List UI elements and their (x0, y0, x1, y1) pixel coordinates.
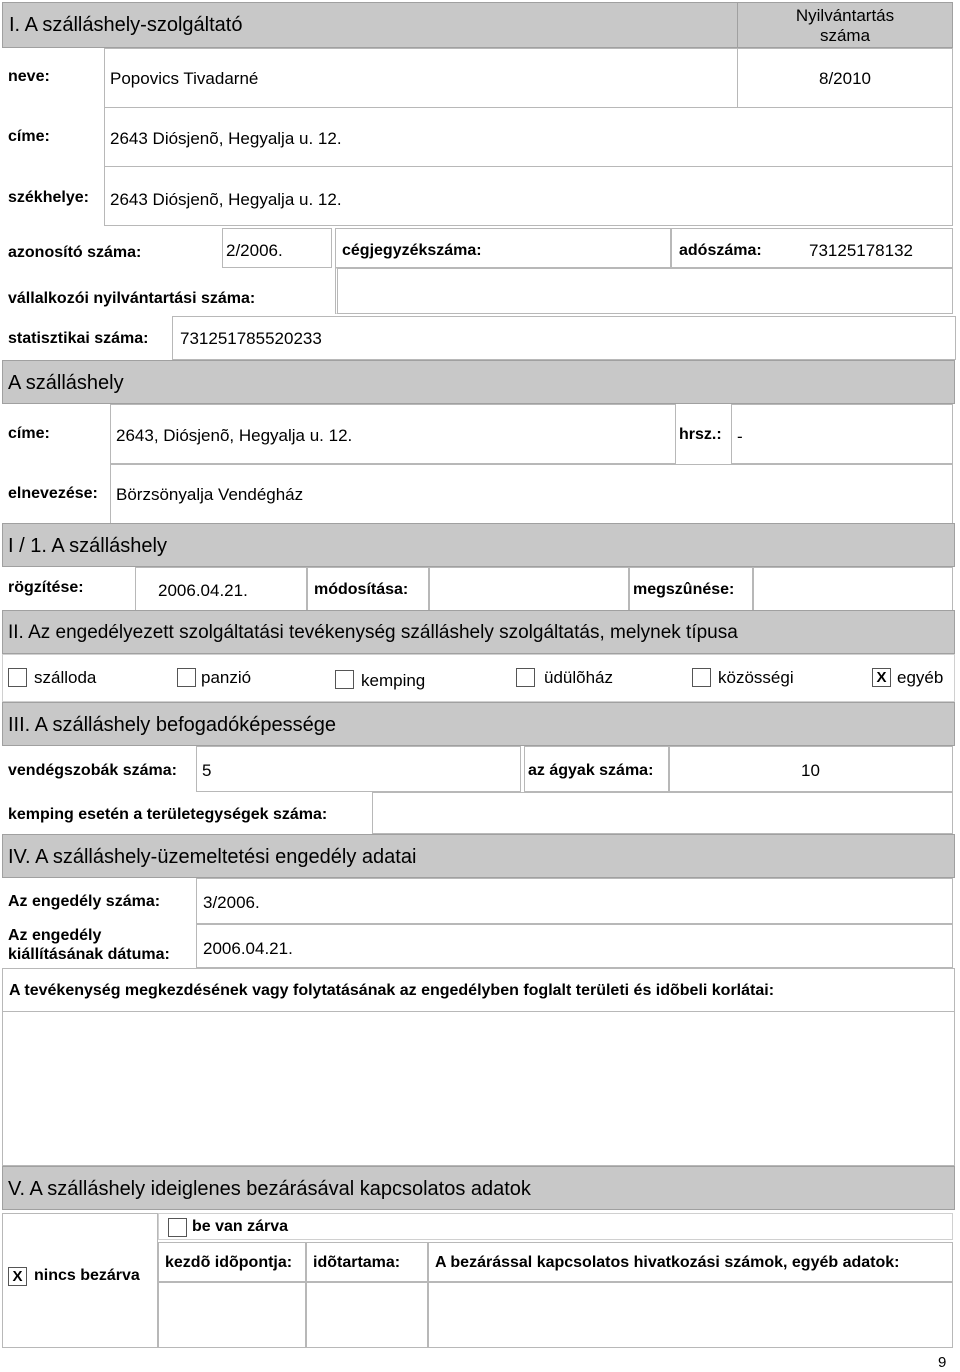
recorded-field[interactable] (135, 567, 307, 611)
recorded-label: rögzítése: (8, 579, 84, 596)
section-1-header (2, 2, 738, 48)
section-2-title: II. Az engedélyezett szolgáltatási tevékenység szálláshely szolgáltatás, melynek típusa (8, 622, 738, 643)
address-field[interactable] (104, 107, 953, 167)
type-label-kozossegi: közösségi (718, 668, 794, 687)
checkbox-egyeb[interactable]: X (872, 668, 891, 687)
checkbox-udulohaz[interactable] (516, 668, 535, 687)
permit-date-value: 2006.04.21. (203, 939, 293, 958)
terminated-label-cell (629, 567, 753, 611)
rooms-field[interactable] (196, 746, 521, 792)
modified-field[interactable] (429, 567, 629, 611)
duration-label-cell (306, 1242, 428, 1282)
hrsz-field[interactable] (731, 404, 953, 464)
refs-label: A bezárással kapcsolatos hivatkozási számok, egyéb adatok: (435, 1254, 900, 1271)
acc-name-value: Börzsönyalja Vendégház (116, 485, 304, 504)
type-label-szalloda: szálloda (34, 668, 97, 687)
beds-label: az ágyak száma: (528, 762, 654, 779)
address-value: 2643 Diósjenõ, Hegyalja u. 12. (110, 129, 342, 148)
seat-field[interactable] (104, 166, 953, 226)
section-4-title: IV. A szálláshely-üzemeltetési engedély adatai (8, 846, 417, 868)
name-field[interactable] (104, 48, 738, 108)
name-label: neve: (8, 68, 50, 85)
checkbox-closed[interactable] (168, 1218, 187, 1237)
seat-value: 2643 Diósjenõ, Hegyalja u. 12. (110, 190, 342, 209)
type-label-panzio: panzió (201, 668, 252, 687)
beds-field[interactable] (669, 746, 953, 792)
stat-label: statisztikai száma: (8, 330, 149, 347)
seat-label: székhelye: (8, 189, 89, 206)
section-3-header (2, 702, 955, 746)
reg-header-line2: száma (819, 26, 871, 45)
refs-label-cell (428, 1242, 953, 1282)
type-row (2, 654, 955, 702)
not-closed-label: nincs bezárva (34, 1267, 140, 1284)
permit-date-field[interactable] (196, 924, 953, 968)
closed-label: be van zárva (192, 1218, 289, 1235)
hrsz-value: - (737, 427, 743, 446)
permit-no-value: 3/2006. (203, 893, 260, 912)
start-field[interactable] (158, 1282, 306, 1348)
type-label-udulohaz: üdülõház (544, 668, 614, 687)
terminated-label: megszûnése: (633, 581, 735, 598)
section-2-header (2, 610, 955, 654)
modified-label-cell (307, 567, 429, 611)
rooms-value: 5 (202, 761, 212, 780)
permit-no-field[interactable] (196, 878, 953, 924)
company-reg-label: cégjegyzékszáma: (342, 242, 482, 259)
stat-value: 731251785520233 (180, 329, 322, 348)
accommodation-header (2, 360, 955, 404)
id-label: azonosító száma: (8, 244, 142, 261)
checkbox-not-closed[interactable]: X (8, 1267, 27, 1286)
camping-label: kemping esetén a területegységek száma: (8, 806, 328, 823)
accommodation-title: A szálláshely (8, 372, 124, 394)
not-closed-cell (2, 1213, 158, 1348)
acc-name-field[interactable] (110, 464, 953, 524)
entrepreneur-field[interactable] (335, 268, 953, 314)
type-label-egyeb: egyéb (897, 668, 944, 687)
id-value: 2/2006. (226, 241, 283, 260)
closed-row (158, 1213, 953, 1240)
acc-address-label: címe: (8, 425, 50, 442)
refs-field[interactable] (428, 1282, 953, 1348)
limits-label: A tevékenység megkezdésének vagy folytatásának az engedélyben foglalt területi és idõbeli korlátai: (9, 982, 775, 999)
page-number: 9 (938, 1354, 947, 1371)
section-1-1-header (2, 523, 955, 567)
section-5-header (2, 1166, 955, 1210)
beds-label-cell (524, 746, 669, 792)
camping-field[interactable] (372, 792, 953, 834)
section-4-header (2, 834, 955, 878)
start-label-cell (158, 1242, 306, 1282)
rooms-label: vendégszobák száma: (8, 762, 177, 779)
company-reg-field[interactable] (335, 228, 671, 268)
section-1-1-title: I / 1. A szálláshely (8, 535, 167, 557)
checkbox-kozossegi[interactable] (692, 668, 711, 687)
limits-field[interactable] (2, 1012, 955, 1166)
reg-number-field[interactable] (737, 48, 953, 108)
beds-value: 10 (801, 761, 820, 780)
section-3-title: III. A szálláshely befogadóképessége (8, 714, 337, 736)
acc-address-field[interactable] (110, 404, 676, 464)
type-label-kemping: kemping (361, 671, 426, 690)
registration-number-header (737, 2, 953, 48)
limits-label-cell (2, 968, 955, 1012)
reg-header-line1: Nyilvántartás (795, 6, 895, 25)
acc-name-label: elnevezése: (8, 485, 98, 502)
recorded-value: 2006.04.21. (158, 581, 248, 600)
terminated-field[interactable] (753, 567, 953, 611)
permit-date-label-1: Az engedély (8, 927, 102, 944)
tax-value: 73125178132 (809, 241, 914, 260)
modified-label: módosítása: (314, 581, 409, 598)
tax-field[interactable] (671, 228, 953, 268)
name-value: Popovics Tivadarné (110, 69, 259, 88)
address-label: címe: (8, 128, 50, 145)
start-label: kezdõ idõpontja: (165, 1254, 293, 1271)
duration-label: idõtartama: (313, 1254, 401, 1271)
section-1-title: I. A szálláshely-szolgáltató (9, 14, 243, 36)
tax-label: adószáma: (679, 242, 762, 259)
checkbox-panzio[interactable] (177, 668, 196, 687)
stat-field[interactable] (172, 316, 956, 360)
checkbox-szalloda[interactable] (8, 668, 27, 687)
hrsz-label: hrsz.: (679, 426, 722, 443)
duration-field[interactable] (306, 1282, 428, 1348)
id-field[interactable] (222, 228, 332, 268)
entrepreneur-label: vállalkozói nyilvántartási száma: (8, 290, 256, 307)
permit-no-label: Az engedély száma: (8, 893, 161, 910)
section-5-title: V. A szálláshely ideiglenes bezárásával kapcsolatos adatok (8, 1178, 531, 1200)
checkbox-kemping[interactable] (335, 670, 354, 689)
reg-number-value: 8/2010 (819, 69, 871, 88)
permit-date-label-2: kiállításának dátuma: (8, 946, 170, 963)
acc-address-value: 2643, Diósjenõ, Hegyalja u. 12. (116, 426, 353, 445)
